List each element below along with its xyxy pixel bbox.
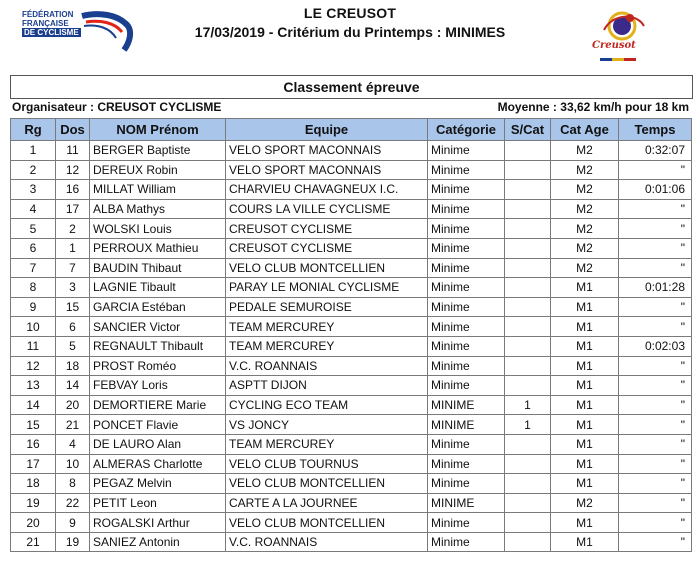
cell-time: " bbox=[619, 199, 692, 219]
cell-bib: 19 bbox=[56, 532, 90, 552]
col-header-bib: Dos bbox=[56, 119, 90, 141]
cell-age-category: M2 bbox=[551, 199, 619, 219]
col-header-category: Catégorie bbox=[428, 119, 505, 141]
page-title: LE CREUSOT bbox=[303, 5, 397, 21]
cell-category: MINIME bbox=[428, 395, 505, 415]
table-row bbox=[11, 395, 692, 415]
cell-category: Minime bbox=[428, 297, 505, 317]
table-row bbox=[11, 454, 692, 474]
cell-name: SANIEZ Antonin bbox=[90, 532, 226, 552]
cell-time: " bbox=[619, 415, 692, 435]
cell-name: ALMERAS Charlotte bbox=[90, 454, 226, 474]
club-logo-text: Creusot bbox=[592, 40, 636, 51]
cell-team: CYCLING ECO TEAM bbox=[226, 395, 428, 415]
cell-rank: 10 bbox=[11, 317, 56, 337]
table-row bbox=[11, 493, 692, 513]
table-row bbox=[11, 297, 692, 317]
cell-subcategory bbox=[505, 141, 551, 161]
col-header-age-category: Cat Age bbox=[551, 119, 619, 141]
cell-subcategory bbox=[505, 238, 551, 258]
cell-subcategory bbox=[505, 219, 551, 239]
cell-time: 0:32:07 bbox=[619, 141, 692, 161]
cell-name: WOLSKI Louis bbox=[90, 219, 226, 239]
cell-subcategory bbox=[505, 434, 551, 454]
table-row bbox=[11, 219, 692, 239]
cell-bib: 5 bbox=[56, 336, 90, 356]
cell-age-category: M1 bbox=[551, 356, 619, 376]
cell-time: " bbox=[619, 376, 692, 396]
cell-team: CREUSOT CYCLISME bbox=[226, 238, 428, 258]
cell-time: 0:01:28 bbox=[619, 278, 692, 298]
cell-subcategory bbox=[505, 336, 551, 356]
cell-rank: 17 bbox=[11, 454, 56, 474]
cell-bib: 2 bbox=[56, 219, 90, 239]
cell-category: Minime bbox=[428, 160, 505, 180]
cell-time: " bbox=[619, 258, 692, 278]
cell-rank: 13 bbox=[11, 376, 56, 396]
table-row bbox=[11, 160, 692, 180]
cell-rank: 3 bbox=[11, 180, 56, 200]
cell-age-category: M1 bbox=[551, 278, 619, 298]
cell-age-category: M2 bbox=[551, 258, 619, 278]
cell-category: Minime bbox=[428, 258, 505, 278]
cell-name: ALBA Mathys bbox=[90, 199, 226, 219]
cell-name: FEBVAY Loris bbox=[90, 376, 226, 396]
cell-time: " bbox=[619, 532, 692, 552]
cell-rank: 7 bbox=[11, 258, 56, 278]
cell-time: " bbox=[619, 434, 692, 454]
cell-team: CHARVIEU CHAVAGNEUX I.C. bbox=[226, 180, 428, 200]
cell-name: SANCIER Victor bbox=[90, 317, 226, 337]
cell-category: Minime bbox=[428, 141, 505, 161]
table-row bbox=[11, 317, 692, 337]
cell-team: VELO CLUB MONTCELLIEN bbox=[226, 474, 428, 494]
cell-subcategory bbox=[505, 297, 551, 317]
cell-subcategory: 1 bbox=[505, 395, 551, 415]
cell-rank: 21 bbox=[11, 532, 56, 552]
cell-subcategory bbox=[505, 317, 551, 337]
table-row bbox=[11, 513, 692, 533]
cell-team: PEDALE SEMUROISE bbox=[226, 297, 428, 317]
cell-rank: 4 bbox=[11, 199, 56, 219]
cell-bib: 4 bbox=[56, 434, 90, 454]
cell-category: Minime bbox=[428, 278, 505, 298]
cell-name: LAGNIE Tibault bbox=[90, 278, 226, 298]
cell-subcategory bbox=[505, 513, 551, 533]
col-header-team: Equipe bbox=[226, 119, 428, 141]
table-row bbox=[11, 336, 692, 356]
cell-time: 0:01:06 bbox=[619, 180, 692, 200]
cell-team: VELO SPORT MACONNAIS bbox=[226, 141, 428, 161]
cell-category: Minime bbox=[428, 532, 505, 552]
cell-name: GARCIA Estéban bbox=[90, 297, 226, 317]
cell-bib: 17 bbox=[56, 199, 90, 219]
cell-team: TEAM MERCUREY bbox=[226, 317, 428, 337]
table-row bbox=[11, 415, 692, 435]
cell-team: COURS LA VILLE CYCLISME bbox=[226, 199, 428, 219]
cell-age-category: M2 bbox=[551, 238, 619, 258]
cell-age-category: M1 bbox=[551, 336, 619, 356]
cell-rank: 19 bbox=[11, 493, 56, 513]
cell-bib: 21 bbox=[56, 415, 90, 435]
cell-rank: 14 bbox=[11, 395, 56, 415]
table-row bbox=[11, 278, 692, 298]
cell-rank: 18 bbox=[11, 474, 56, 494]
cell-time: " bbox=[619, 474, 692, 494]
cell-team: TEAM MERCUREY bbox=[226, 336, 428, 356]
cell-time: " bbox=[619, 297, 692, 317]
cell-team: VELO CLUB TOURNUS bbox=[226, 454, 428, 474]
cyclist-icon bbox=[592, 8, 656, 66]
cell-rank: 2 bbox=[11, 160, 56, 180]
cell-team: VELO CLUB MONTCELLIEN bbox=[226, 258, 428, 278]
cell-subcategory bbox=[505, 474, 551, 494]
cell-rank: 11 bbox=[11, 336, 56, 356]
ffc-logo-line-1: FÉDÉRATION bbox=[22, 10, 74, 19]
table-header-row bbox=[11, 119, 692, 141]
cell-age-category: M1 bbox=[551, 415, 619, 435]
cell-name: PROST Roméo bbox=[90, 356, 226, 376]
cell-rank: 20 bbox=[11, 513, 56, 533]
cell-age-category: M1 bbox=[551, 297, 619, 317]
cell-team: ASPTT DIJON bbox=[226, 376, 428, 396]
cell-category: MINIME bbox=[428, 493, 505, 513]
cell-age-category: M1 bbox=[551, 532, 619, 552]
page-subtitle: 17/03/2019 - Critérium du Printemps : MINIMES bbox=[194, 24, 506, 40]
cell-category: Minime bbox=[428, 180, 505, 200]
cell-team: V.C. ROANNAIS bbox=[226, 532, 428, 552]
cell-rank: 1 bbox=[11, 141, 56, 161]
cell-rank: 8 bbox=[11, 278, 56, 298]
cell-time: " bbox=[619, 395, 692, 415]
cell-category: Minime bbox=[428, 454, 505, 474]
cell-name: DEMORTIERE Marie bbox=[90, 395, 226, 415]
club-logo bbox=[592, 8, 656, 66]
cell-rank: 12 bbox=[11, 356, 56, 376]
table-row bbox=[11, 258, 692, 278]
table-row bbox=[11, 474, 692, 494]
cell-bib: 15 bbox=[56, 297, 90, 317]
cell-name: ROGALSKI Arthur bbox=[90, 513, 226, 533]
col-header-rank: Rg bbox=[11, 119, 56, 141]
cell-category: Minime bbox=[428, 474, 505, 494]
cell-subcategory bbox=[505, 160, 551, 180]
cell-age-category: M1 bbox=[551, 474, 619, 494]
cell-category: MINIME bbox=[428, 415, 505, 435]
cell-bib: 22 bbox=[56, 493, 90, 513]
cell-age-category: M1 bbox=[551, 317, 619, 337]
table-row bbox=[11, 141, 692, 161]
meta-line bbox=[12, 100, 689, 116]
cell-bib: 18 bbox=[56, 356, 90, 376]
cell-bib: 8 bbox=[56, 474, 90, 494]
ffc-logo-line-3: DE CYCLISME bbox=[24, 28, 79, 37]
cell-category: Minime bbox=[428, 219, 505, 239]
cell-age-category: M2 bbox=[551, 160, 619, 180]
cell-rank: 9 bbox=[11, 297, 56, 317]
cell-team: PARAY LE MONIAL CYCLISME bbox=[226, 278, 428, 298]
cell-team: VELO CLUB MONTCELLIEN bbox=[226, 513, 428, 533]
cell-age-category: M1 bbox=[551, 434, 619, 454]
cell-category: Minime bbox=[428, 336, 505, 356]
cell-age-category: M2 bbox=[551, 180, 619, 200]
cell-team: VS JONCY bbox=[226, 415, 428, 435]
cell-subcategory bbox=[505, 454, 551, 474]
cell-team: TEAM MERCUREY bbox=[226, 434, 428, 454]
cell-name: PETIT Leon bbox=[90, 493, 226, 513]
cell-time: " bbox=[619, 513, 692, 533]
cell-team: V.C. ROANNAIS bbox=[226, 356, 428, 376]
organizer-label: Organisateur : CREUSOT CYCLISME bbox=[12, 100, 222, 114]
cell-name: BAUDIN Thibaut bbox=[90, 258, 226, 278]
cell-age-category: M2 bbox=[551, 493, 619, 513]
cell-bib: 12 bbox=[56, 160, 90, 180]
col-header-name: NOM Prénom bbox=[90, 119, 226, 141]
cell-rank: 16 bbox=[11, 434, 56, 454]
cell-bib: 6 bbox=[56, 317, 90, 337]
cell-subcategory bbox=[505, 356, 551, 376]
cell-bib: 7 bbox=[56, 258, 90, 278]
cell-category: Minime bbox=[428, 513, 505, 533]
ffc-logo-line-2: FRANÇAISE bbox=[22, 19, 69, 28]
results-table bbox=[10, 118, 692, 552]
cell-team: CARTE A LA JOURNEE bbox=[226, 493, 428, 513]
cell-category: Minime bbox=[428, 238, 505, 258]
cell-time: 0:02:03 bbox=[619, 336, 692, 356]
cell-subcategory bbox=[505, 532, 551, 552]
cell-time: " bbox=[619, 160, 692, 180]
cell-team: CREUSOT CYCLISME bbox=[226, 219, 428, 239]
cell-subcategory bbox=[505, 180, 551, 200]
table-row bbox=[11, 199, 692, 219]
cell-subcategory bbox=[505, 199, 551, 219]
cell-time: " bbox=[619, 356, 692, 376]
table-row bbox=[11, 180, 692, 200]
cell-age-category: M1 bbox=[551, 454, 619, 474]
col-header-time: Temps bbox=[619, 119, 692, 141]
cell-age-category: M2 bbox=[551, 219, 619, 239]
table-row bbox=[11, 532, 692, 552]
cell-bib: 16 bbox=[56, 180, 90, 200]
cell-category: Minime bbox=[428, 434, 505, 454]
cell-name: REGNAULT Thibault bbox=[90, 336, 226, 356]
cell-time: " bbox=[619, 317, 692, 337]
cell-subcategory bbox=[505, 278, 551, 298]
cell-name: PONCET Flavie bbox=[90, 415, 226, 435]
cell-category: Minime bbox=[428, 199, 505, 219]
cell-time: " bbox=[619, 493, 692, 513]
cell-name: BERGER Baptiste bbox=[90, 141, 226, 161]
cell-bib: 10 bbox=[56, 454, 90, 474]
cell-bib: 20 bbox=[56, 395, 90, 415]
cell-time: " bbox=[619, 454, 692, 474]
cell-category: Minime bbox=[428, 376, 505, 396]
average-speed: Moyenne : 33,62 km/h pour 18 km bbox=[497, 100, 689, 114]
cell-bib: 3 bbox=[56, 278, 90, 298]
cell-bib: 1 bbox=[56, 238, 90, 258]
cell-subcategory: 1 bbox=[505, 415, 551, 435]
table-row bbox=[11, 434, 692, 454]
section-title: Classement épreuve bbox=[10, 75, 693, 99]
cell-name: MILLAT William bbox=[90, 180, 226, 200]
cell-name: DE LAURO Alan bbox=[90, 434, 226, 454]
cell-bib: 9 bbox=[56, 513, 90, 533]
cell-category: Minime bbox=[428, 317, 505, 337]
cell-subcategory bbox=[505, 376, 551, 396]
cell-bib: 14 bbox=[56, 376, 90, 396]
cell-age-category: M1 bbox=[551, 513, 619, 533]
cell-team: VELO SPORT MACONNAIS bbox=[226, 160, 428, 180]
cell-rank: 5 bbox=[11, 219, 56, 239]
table-row bbox=[11, 356, 692, 376]
cell-age-category: M1 bbox=[551, 376, 619, 396]
cell-age-category: M2 bbox=[551, 141, 619, 161]
cell-category: Minime bbox=[428, 356, 505, 376]
cell-subcategory bbox=[505, 493, 551, 513]
cell-name: PEGAZ Melvin bbox=[90, 474, 226, 494]
cell-name: PERROUX Mathieu bbox=[90, 238, 226, 258]
cell-rank: 15 bbox=[11, 415, 56, 435]
cell-name: DEREUX Robin bbox=[90, 160, 226, 180]
cell-time: " bbox=[619, 219, 692, 239]
cell-rank: 6 bbox=[11, 238, 56, 258]
cell-age-category: M1 bbox=[551, 395, 619, 415]
col-header-subcategory: S/Cat bbox=[505, 119, 551, 141]
cell-bib: 11 bbox=[56, 141, 90, 161]
table-row bbox=[11, 376, 692, 396]
table-row bbox=[11, 238, 692, 258]
cell-time: " bbox=[619, 238, 692, 258]
cell-subcategory bbox=[505, 258, 551, 278]
